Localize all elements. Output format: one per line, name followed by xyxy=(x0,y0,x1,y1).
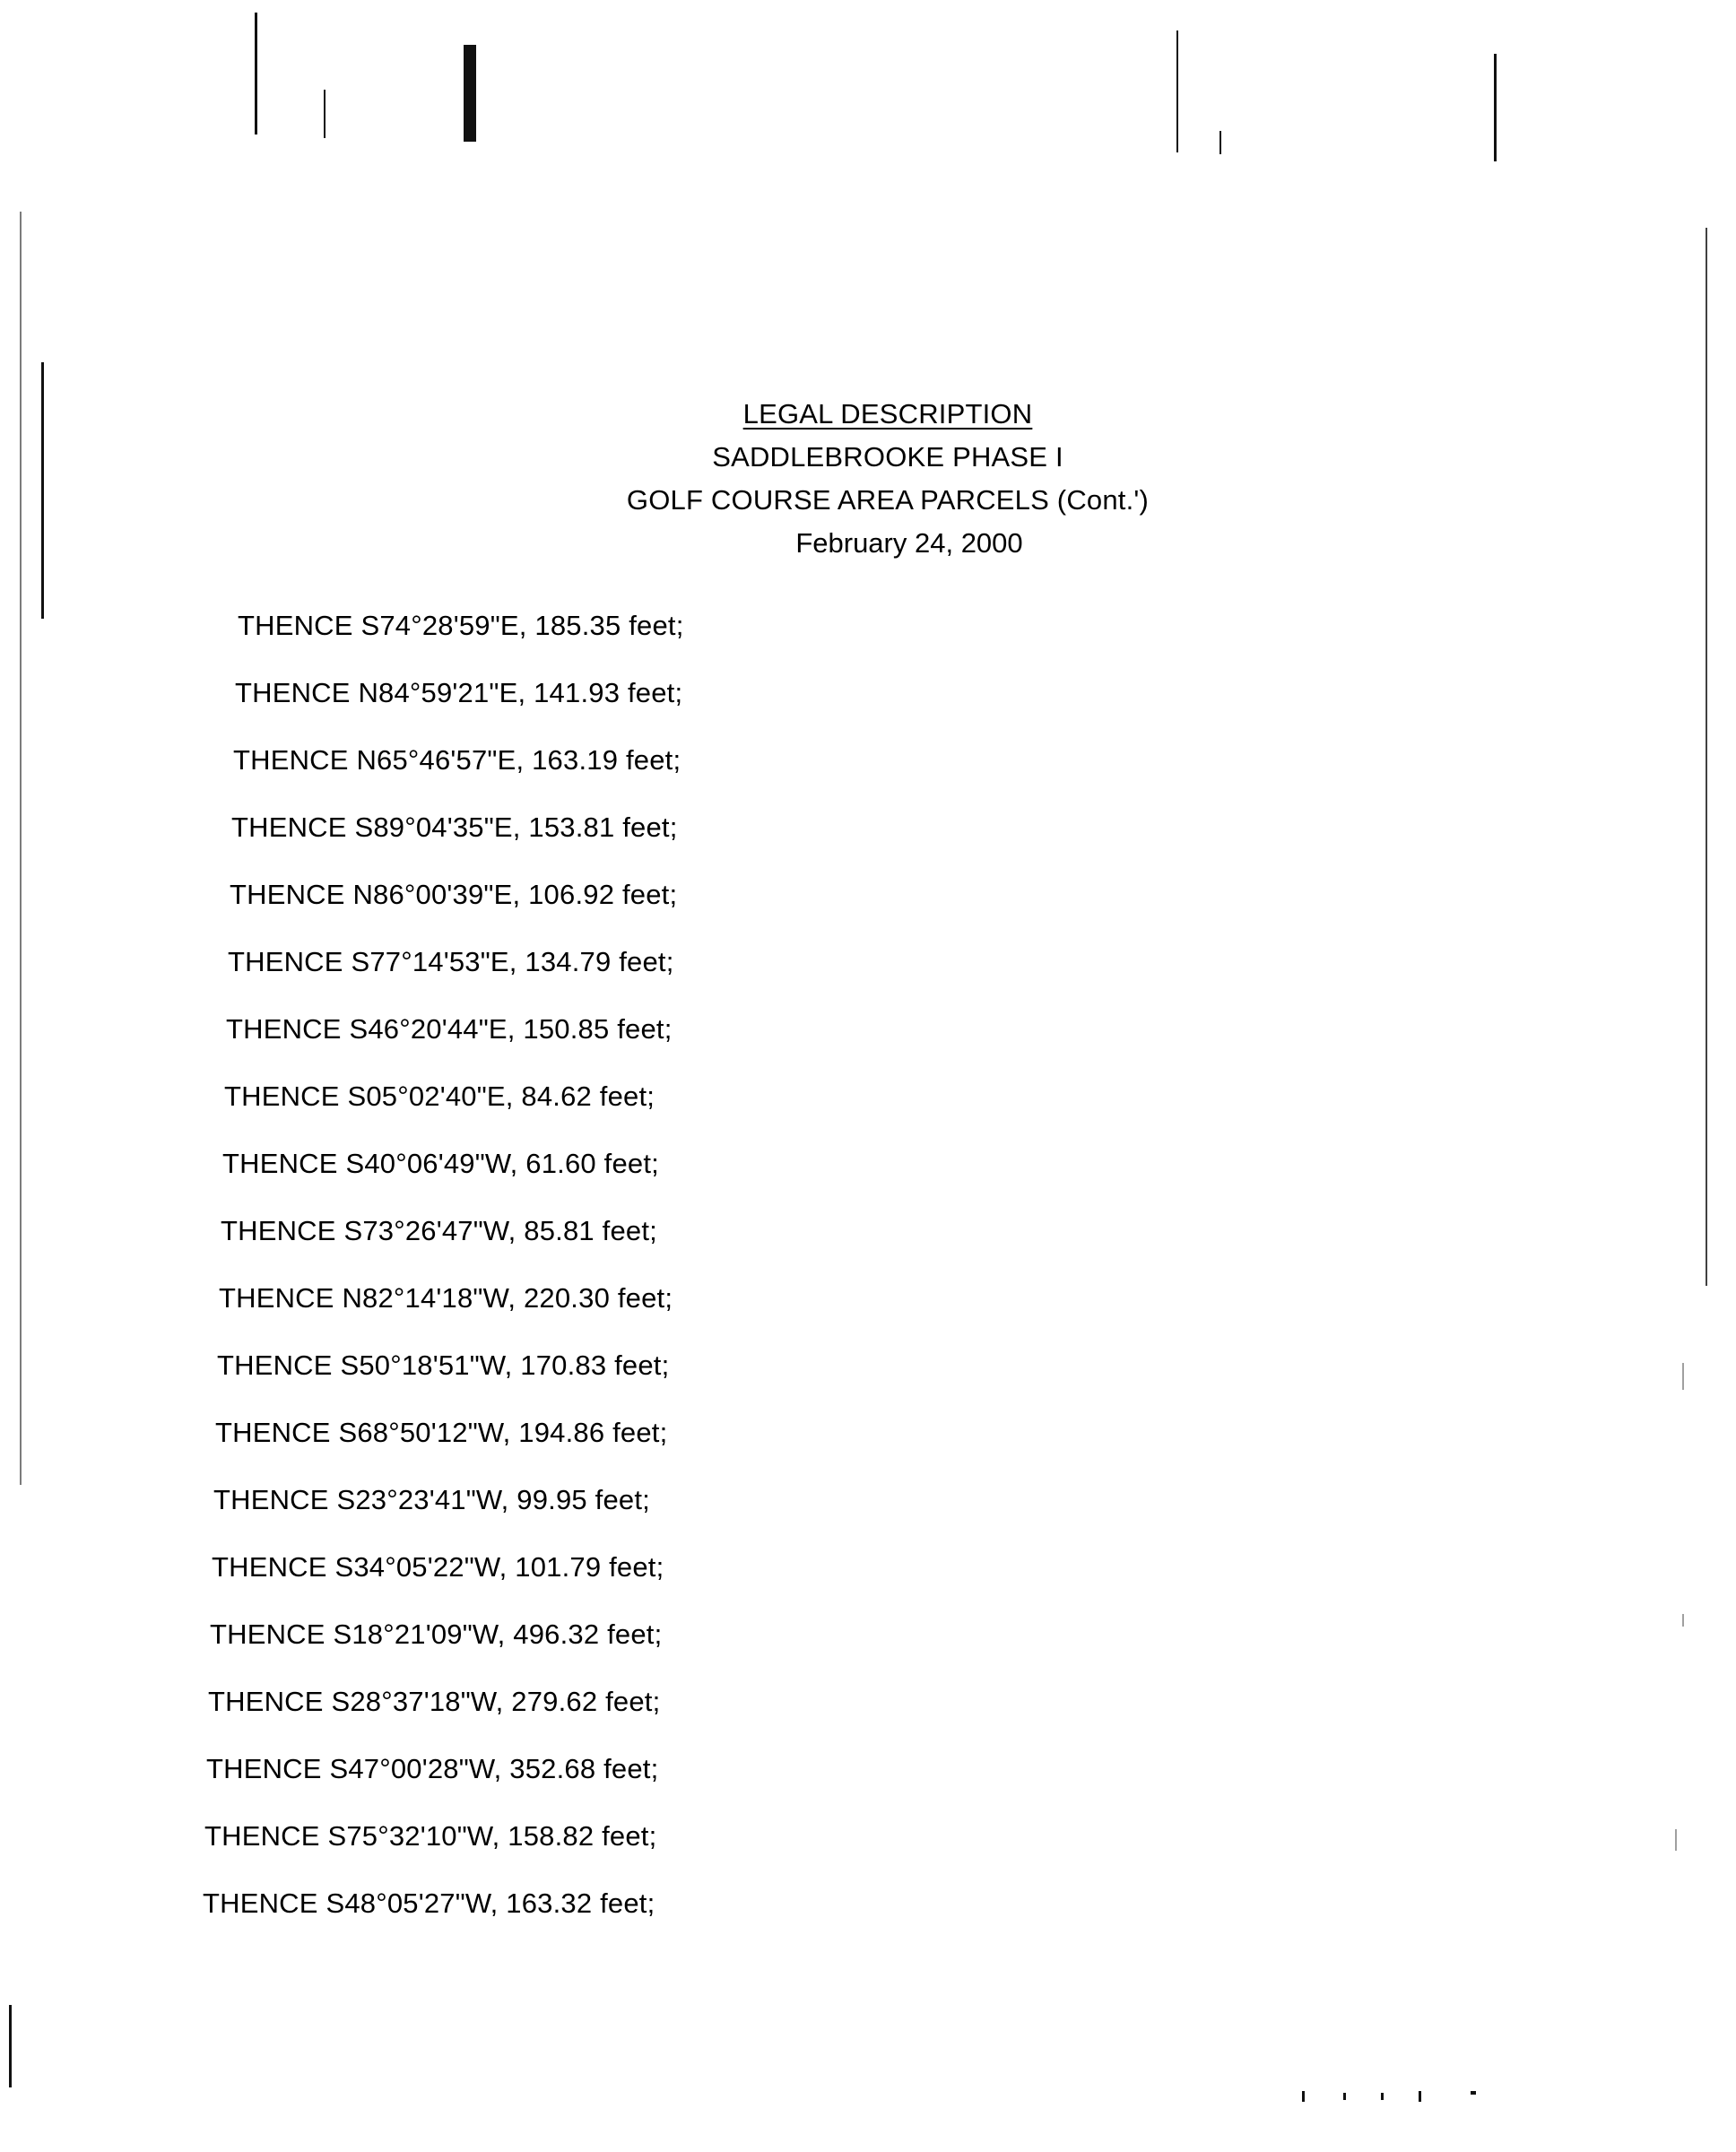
document-subject: GOLF COURSE AREA PARCELS (Cont.') xyxy=(626,484,1150,516)
course-line: THENCE S40°06'49"W, 61.60 feet; xyxy=(222,1148,659,1179)
course-line: THENCE N84°59'21"E, 141.93 feet; xyxy=(235,677,683,708)
course-line: THENCE S48°05'27"W, 163.32 feet; xyxy=(203,1887,655,1919)
course-line: THENCE S47°00'28"W, 352.68 feet; xyxy=(206,1753,659,1784)
course-line: THENCE S46°20'44"E, 150.85 feet; xyxy=(226,1013,673,1045)
course-line: THENCE N86°00'39"E, 106.92 feet; xyxy=(230,879,678,910)
course-line: THENCE S68°50'12"W, 194.86 feet; xyxy=(215,1417,668,1448)
course-line: THENCE S75°32'10"W, 158.82 feet; xyxy=(204,1820,657,1852)
course-line: THENCE S28°37'18"W, 279.62 feet; xyxy=(208,1686,661,1717)
document-title: LEGAL DESCRIPTION xyxy=(742,398,1033,430)
document-date: February 24, 2000 xyxy=(795,527,1023,559)
course-line: THENCE S89°04'35"E, 153.81 feet; xyxy=(231,811,678,843)
course-line: THENCE S74°28'59"E, 185.35 feet; xyxy=(238,610,684,641)
course-line: THENCE N82°14'18"W, 220.30 feet; xyxy=(219,1282,673,1314)
course-line: THENCE S23°23'41"W, 99.95 feet; xyxy=(213,1484,650,1515)
course-line: THENCE S73°26'47"W, 85.81 feet; xyxy=(221,1215,657,1246)
course-line: THENCE S50°18'51"W, 170.83 feet; xyxy=(217,1349,670,1381)
course-line: THENCE S05°02'40"E, 84.62 feet; xyxy=(224,1080,655,1112)
course-line: THENCE S34°05'22"W, 101.79 feet; xyxy=(212,1551,664,1583)
document-subtitle: SADDLEBROOKE PHASE I xyxy=(712,441,1063,473)
course-line: THENCE N65°46'57"E, 163.19 feet; xyxy=(233,744,681,776)
course-line: THENCE S77°14'53"E, 134.79 feet; xyxy=(228,946,674,977)
course-line: THENCE S18°21'09"W, 496.32 feet; xyxy=(210,1618,663,1650)
